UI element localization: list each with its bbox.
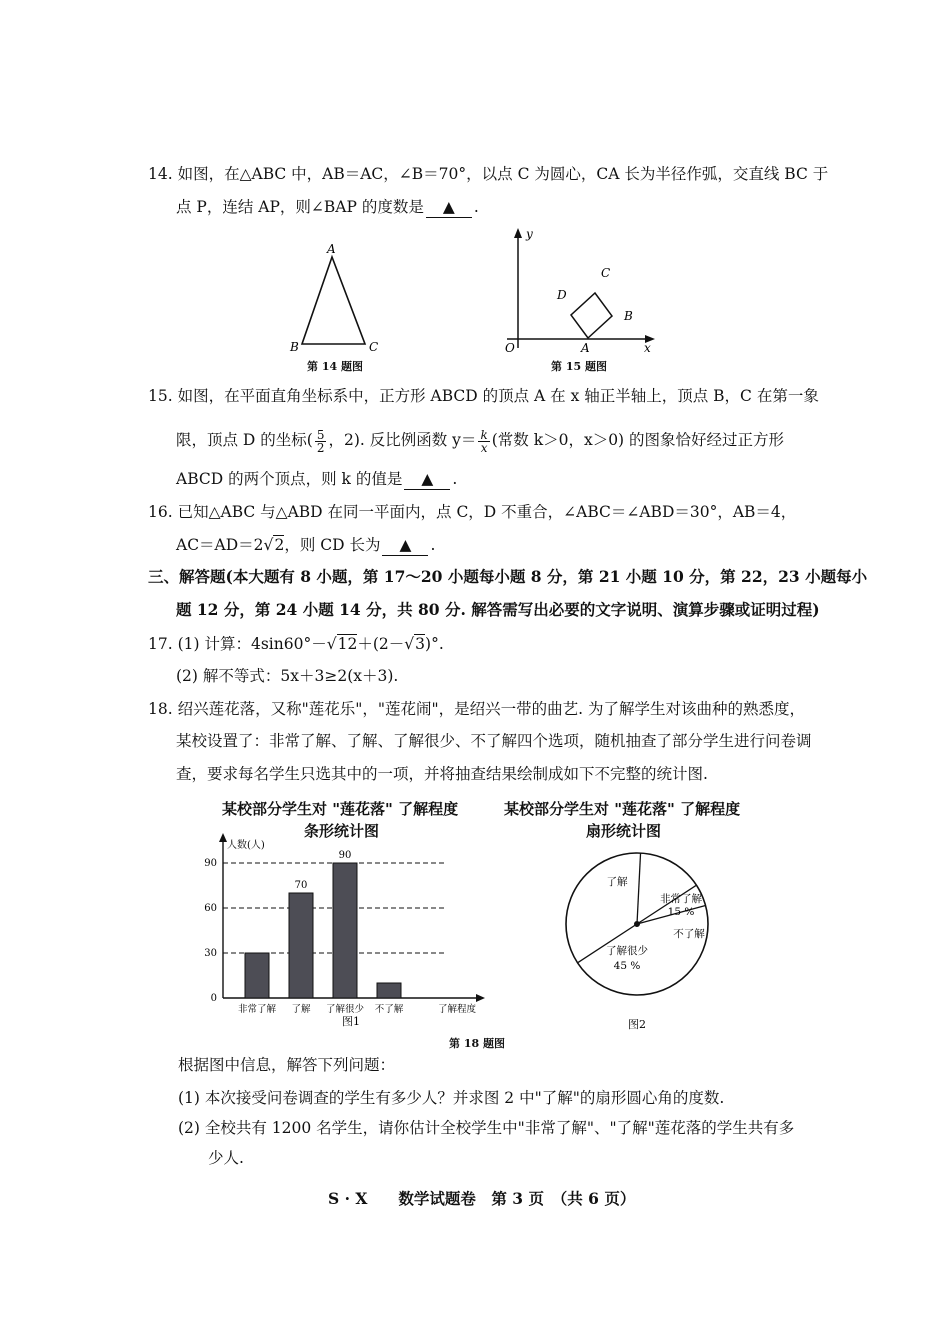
figure-14-triangle — [285, 240, 395, 360]
frac-den: 2 — [316, 440, 325, 455]
q18-line2: 某校设置了：非常了解、了解、了解很少、不了解四个选项，随机抽查了部分学生进行问卷调 — [176, 732, 812, 750]
label-a: A — [327, 242, 336, 256]
slice-boundary — [637, 853, 641, 924]
bar-chart — [195, 828, 495, 1028]
label-a: A — [581, 341, 590, 355]
q15-text: ABCD 的两个顶点，则 k 的值是 — [176, 470, 403, 488]
label-o: O — [505, 341, 515, 355]
question-1: (1) 本次接受问卷调查的学生有多少人？并求图 2 中"了解"的扇形圆心角的度数. — [178, 1089, 725, 1107]
pie-center — [634, 921, 640, 927]
q17-part1 — [148, 634, 444, 654]
slice-percent: 45 % — [613, 960, 641, 972]
slice-percent: 15 % — [667, 906, 695, 918]
y-axis-label: 人数(人) — [227, 840, 265, 851]
label-b: B — [290, 340, 299, 354]
section3-line2: 题 12 分，第 24 小题 14 分，共 80 分. 解答需写出必要的文字说明、演算步骤或证明过程) — [176, 600, 820, 619]
bar-chart-title: 某校部分学生对 "莲花落" 了解程度 — [222, 800, 459, 818]
fraction-five-halves — [315, 429, 327, 454]
label-c: C — [369, 340, 379, 354]
label-c: C — [601, 266, 611, 280]
q18-line3: 查，要求每名学生只选其中的一项，并将抽查结果绘制成如下不完整的统计图. — [176, 765, 708, 783]
sqrt-sign: √ — [404, 635, 415, 653]
fraction-k-over-x — [478, 429, 489, 454]
x-tick-label: 不了解 — [374, 1004, 404, 1015]
q15-text-a: 限，顶点 D 的坐标( — [176, 431, 313, 449]
q14-line2 — [176, 197, 479, 218]
frac-num: 5 — [316, 427, 325, 442]
q16-period: . — [430, 536, 436, 554]
figure-15-coordinate — [495, 222, 665, 362]
bar — [377, 983, 401, 998]
label-x: x — [644, 341, 651, 355]
pie-chart — [555, 838, 725, 1048]
x-axis-label: 了解程度 — [437, 1004, 477, 1015]
sqrt-arg: 3 — [415, 635, 426, 653]
pie-chart-title: 某校部分学生对 "莲花落" 了解程度 — [504, 800, 741, 818]
q15-line3 — [176, 469, 457, 490]
figure-14-caption: 第 14 题图 — [307, 360, 363, 373]
q18-line1: 18. 绍兴莲花落，又称"莲花乐"，"莲花闹"，是绍兴一带的曲艺. 为了解学生对该曲种的熟悉度， — [148, 700, 805, 718]
page-footer: S · X 数学试题卷 第 3 页 （共 6 页） — [328, 1189, 636, 1208]
chart-caption: 图1 — [342, 1015, 360, 1028]
y-axis-arrow — [219, 833, 227, 842]
q14-line1: 14. 如图，在△ABC 中，AB＝AC，∠B＝70°，以点 C 为圆心，CA 长为半径作弧，交直线 BC 于 — [148, 165, 829, 183]
q15-line2 — [176, 426, 784, 454]
q15-text-c: (常数 k＞0，x＞0) 的图象恰好经过正方形 — [491, 431, 785, 449]
figure-18-caption: 第 18 题图 — [449, 1037, 505, 1050]
y-tick-label: 30 — [204, 948, 217, 959]
answer-blank: ▲ — [404, 469, 450, 490]
q17-text: 17. (1) 计算：4sin60°－ — [148, 635, 327, 653]
x-axis-arrow — [476, 994, 485, 1002]
q17-part2: (2) 解不等式：5x＋3≥2(x＋3). — [176, 667, 399, 685]
answer-blank: ▲ — [382, 535, 428, 556]
square-abcd — [571, 293, 612, 338]
x-tick-label: 了解 — [291, 1004, 311, 1015]
pie-chart-subtitle: 扇形统计图 — [586, 822, 662, 840]
bar — [245, 953, 269, 998]
data-label: 90 — [338, 850, 352, 861]
x-tick-label: 非常了解 — [237, 1004, 277, 1015]
slice-label: 了解 — [606, 876, 628, 888]
q16-line2 — [176, 535, 435, 556]
y-arrow — [514, 228, 522, 238]
q16-text-mid: ，则 CD 长为 — [284, 536, 381, 554]
slice-label: 不了解 — [673, 928, 705, 940]
q16-line1: 16. 已知△ABC 与△ABD 在同一平面内，点 C，D 不重合，∠ABC＝∠ABD＝30°，AB＝4， — [148, 503, 797, 521]
q14-text: 点 P，连结 AP，则∠BAP 的度数是 — [176, 198, 424, 216]
q15-text-b: ，2). 反比例函数 y＝ — [328, 431, 477, 449]
label-y: y — [526, 227, 533, 241]
chart-caption: 图2 — [628, 1018, 646, 1031]
question-2-line2: 少人. — [208, 1149, 244, 1167]
q15-period: . — [452, 470, 458, 488]
q17-text-post: )°. — [425, 635, 444, 653]
y-tick-label: 90 — [204, 858, 217, 869]
questions-intro: 根据图中信息，解答下列问题： — [178, 1056, 396, 1074]
q15-line1: 15. 如图，在平面直角坐标系中，正方形 ABCD 的顶点 A 在 x 轴正半轴上，顶点 B，C 在第一象 — [148, 387, 819, 405]
frac-den: x — [480, 440, 488, 455]
bar-chart-subtitle: 条形统计图 — [304, 822, 380, 840]
section3-line1: 三、解答题(本大题有 8 小题，第 17～20 小题每小题 8 分，第 21 小题 10 分，第 22，23 小题每小 — [148, 567, 868, 586]
answer-blank: ▲ — [426, 197, 472, 218]
bar — [289, 893, 313, 998]
y-tick-label: 0 — [210, 993, 217, 1004]
sqrt-sign: √ — [326, 635, 337, 653]
data-label: 70 — [294, 880, 308, 891]
frac-num: k — [480, 427, 488, 442]
slice-label: 了解很少 — [606, 945, 648, 957]
slice-label: 非常了解 — [660, 893, 702, 905]
q16-text: AC＝AD＝2 — [176, 536, 264, 554]
label-b: B — [624, 309, 633, 323]
question-2-line1: (2) 全校共有 1200 名学生，请你估计全校学生中"非常了解"、"了解"莲花落的学生共有多 — [178, 1119, 795, 1137]
sqrt-arg: 2 — [274, 536, 285, 554]
sqrt-arg: 12 — [337, 635, 358, 653]
label-d: D — [557, 288, 567, 302]
x-tick-label: 了解很少 — [325, 1004, 365, 1015]
q17-text-mid: ＋(2－ — [357, 635, 405, 653]
y-tick-label: 60 — [204, 903, 217, 914]
triangle-abc — [302, 257, 365, 344]
bar — [333, 863, 357, 998]
q14-period: . — [473, 198, 479, 216]
sqrt-sign: √ — [263, 536, 274, 554]
figure-15-caption: 第 15 题图 — [551, 360, 607, 373]
